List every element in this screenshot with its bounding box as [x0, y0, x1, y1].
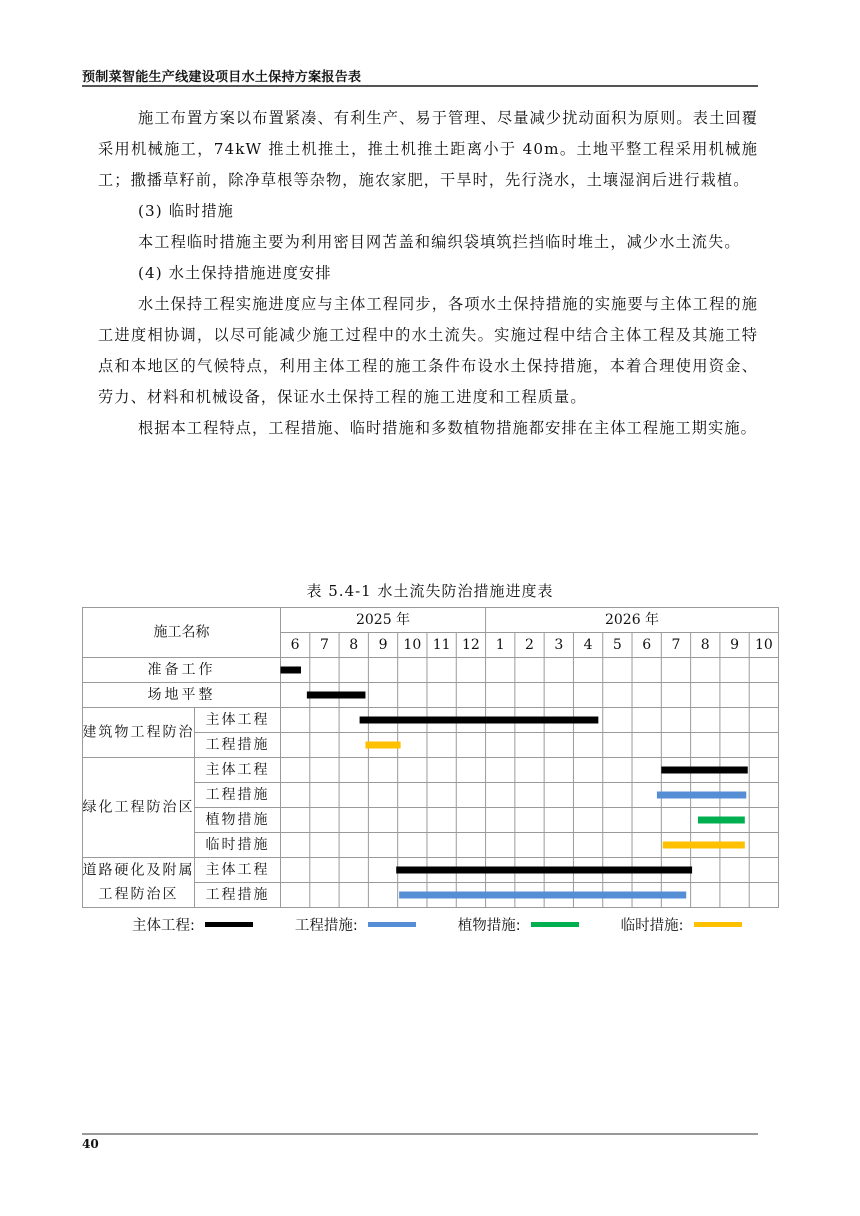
month-header: 4 [583, 637, 593, 653]
gantt-bar-main [396, 867, 692, 874]
gantt-bar-temp [365, 742, 400, 749]
month-header: 5 [612, 637, 622, 653]
gantt-bar-plant [698, 817, 745, 824]
subitem-label: 工程措施 [205, 887, 270, 903]
section-heading: (4) 水土保持措施进度安排 [138, 264, 332, 282]
legend-label: 工程措施: [294, 918, 358, 934]
legend-label: 植物措施: [457, 918, 521, 934]
legend-swatch-yellow [694, 922, 742, 927]
group-label: 工程防治区 [98, 886, 179, 903]
legend-swatch-black [205, 922, 253, 927]
body-text [98, 103, 758, 444]
legend-item-temporary [621, 914, 742, 935]
subitem-label: 主体工程 [205, 762, 270, 778]
gantt-bar-temp [663, 842, 745, 849]
document-header-title: 预制菜智能生产线建设项目水土保持方案报告表 [82, 70, 362, 85]
paragraph: 施工布置方案以布置紧凑、有利生产、易于管理、尽量减少扰动面积为原则。表土回覆采用机械施工，74kW 推土机推土，推土机推土距离小于 40m。土地平整工程采用机械施工；撒播草籽前，除净草根等杂物，施农家肥，干旱时，先行浇水，土壤湿润后进行栽植。 [98, 109, 758, 189]
subitem-label: 主体工程 [205, 712, 270, 728]
month-header: 8 [700, 637, 710, 653]
month-header: 12 [461, 637, 480, 653]
legend-swatch-green [531, 922, 579, 927]
month-header: 10 [754, 637, 773, 653]
gantt-bar-eng [657, 792, 746, 799]
page-number: 40 [82, 1137, 99, 1151]
subitem-label: 主体工程 [205, 862, 270, 878]
header-divider [82, 85, 758, 87]
legend-item-plant [458, 914, 579, 935]
month-header: 7 [671, 637, 681, 653]
group-label: 建筑物工程防治 [82, 724, 195, 741]
month-header: 3 [554, 637, 564, 653]
month-header: 7 [319, 637, 329, 653]
paragraph: 本工程临时措施主要为利用密目网苫盖和编织袋填筑拦挡临时堆土，减少水土流失。 [138, 233, 741, 251]
legend-label: 临时措施: [620, 918, 684, 934]
legend-item-engineering [295, 914, 416, 935]
gantt-bar-eng [399, 892, 686, 899]
month-header: 9 [378, 637, 388, 653]
gantt-bar-main [661, 767, 747, 774]
month-header: 2 [525, 637, 534, 653]
group-label: 准备工作 [147, 662, 216, 678]
paragraph: 水土保持工程实施进度应与主体工程同步，各项水土保持措施的实施要与主体工程的施工进度相协调，以尽可能减少施工过程中的水土流失。实施过程中结合主体工程及其施工特点和本地区的气候特点，利用主体工程的施工条件布设水土保持措施，本着合理使用资金、劳力、材料和机械设备，保证水土保持工程的施工进度和工程质量。 [98, 295, 758, 406]
name-column-header: 施工名称 [153, 624, 210, 641]
month-header: 6 [290, 637, 300, 653]
legend-item-main [132, 914, 253, 935]
paragraph: 根据本工程特点，工程措施、临时措施和多数植物措施都安排在主体工程施工期实施。 [138, 419, 757, 437]
subitem-label: 工程措施 [205, 787, 270, 803]
subitem-label: 临时措施 [205, 837, 270, 853]
group-label: 道路硬化及附属 [82, 862, 195, 879]
month-header: 8 [349, 637, 359, 653]
month-header: 1 [495, 637, 505, 653]
group-label: 场地平整 [147, 687, 216, 703]
gantt-bar-main [360, 717, 599, 724]
month-header: 6 [642, 637, 652, 653]
footer-divider [82, 1133, 758, 1135]
group-label: 绿化工程防治区 [82, 799, 195, 816]
legend-label: 主体工程: [132, 918, 195, 934]
month-header: 11 [432, 637, 451, 653]
legend [132, 914, 784, 935]
legend-swatch-blue [368, 922, 416, 927]
month-header: 10 [403, 637, 422, 653]
section-heading: (3) 临时措施 [138, 202, 234, 220]
gantt-bar-main [307, 692, 366, 699]
subitem-label: 植物措施 [205, 812, 270, 828]
month-header: 9 [730, 637, 740, 653]
year-header: 2025 年 [355, 612, 411, 628]
subitem-label: 工程措施 [205, 737, 270, 753]
year-header: 2026 年 [604, 612, 660, 628]
gantt-bar-main [281, 667, 302, 674]
table-caption: 表 5.4-1 水土流失防治措施进度表 [306, 582, 554, 600]
schedule-gantt-table [82, 607, 779, 909]
